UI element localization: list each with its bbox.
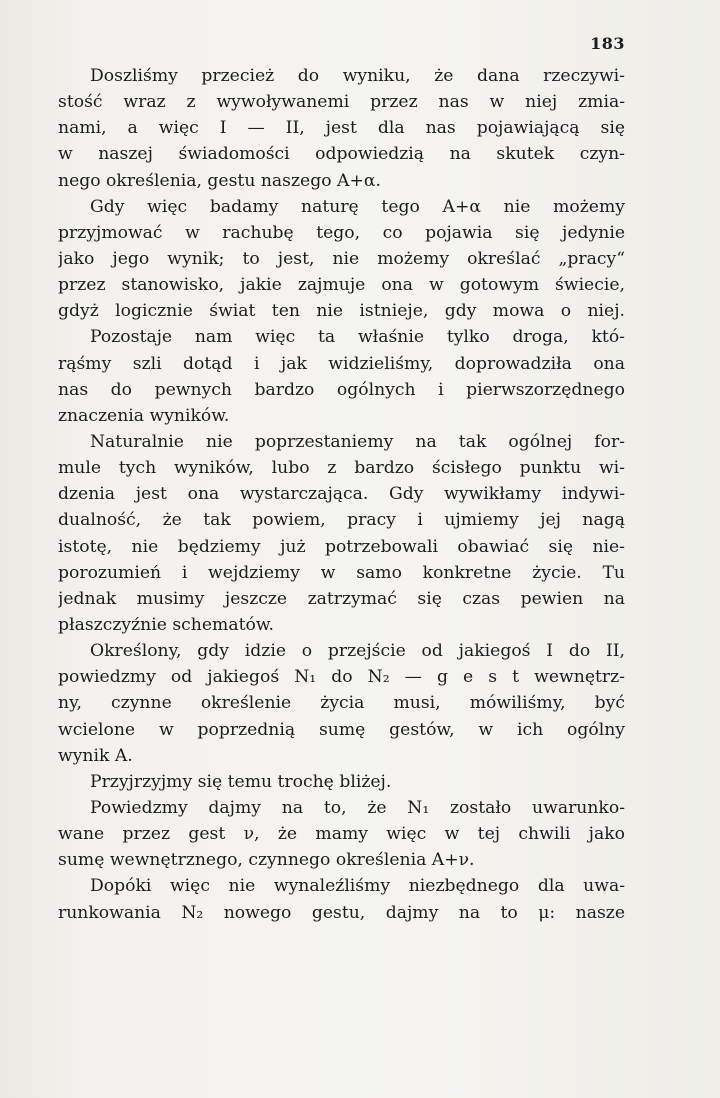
text-line: powiedzmy od jakiegoś N₁ do N₂ — g e s t wewnętrz-: [58, 667, 625, 688]
page-number: 183: [590, 34, 625, 53]
text-line: w naszej świadomości odpowiedzią na skutek czyn-: [58, 144, 625, 165]
text-line: dualność, że tak powiem, pracy i ujmiemy jej nagą: [58, 510, 625, 531]
text-line: jako jego wynik; to jest, nie możemy określać „pracy“: [58, 248, 625, 269]
text-line: znaczenia wyników.: [58, 405, 230, 426]
text-line: runkowania N₂ nowego gestu, dajmy na to μ: nasze: [58, 902, 625, 923]
text-line: ny, czynne określenie życia musi, mówiliśmy, być: [58, 693, 625, 714]
text-line: jednak musimy jeszcze zatrzymać się czas pewien na: [58, 588, 625, 609]
text-line: Doszliśmy przecież do wyniku, że dana rzeczywi-: [90, 66, 625, 86]
text-line: porozumień i wejdziemy w samo konkretne życie. Tu: [58, 562, 625, 583]
text-line: wynik A.: [58, 745, 133, 766]
text-line: przyjmować w rachubę tego, co pojawia się jedynie: [58, 222, 625, 243]
text-line: Określony, gdy idzie o przejście od jakiegoś I do II,: [90, 641, 625, 662]
text-line: rąśmy szli dotąd i jak widzieliśmy, doprowadziła ona: [58, 353, 625, 374]
text-line: Powiedzmy dajmy na to, że N₁ zostało uwarunko-: [90, 797, 625, 818]
text-line: stość wraz z wywoływanemi przez nas w niej zmia-: [58, 92, 625, 113]
text-line: sumę wewnętrznego, czynnego określenia A+ν.: [58, 850, 475, 871]
text-line: wcielone w poprzednią sumę gestów, w ich ogólny: [58, 719, 625, 740]
text-line: istotę, nie będziemy już potrzebowali obawiać się nie-: [58, 536, 625, 557]
text-line: nego określenia, gestu naszego A+α.: [58, 170, 381, 191]
text-line: dzenia jest ona wystarczająca. Gdy wywikłamy indywi-: [58, 484, 625, 505]
text-line: Dopóki więc nie wynaleźliśmy niezbędnego dla uwa-: [90, 876, 625, 897]
page-body-text: [58, 63, 625, 926]
text-line: przez stanowisko, jakie zajmuje ona w gotowym świecie,: [58, 275, 625, 296]
text-line: Pozostaje nam więc ta właśnie tylko droga, któ-: [90, 327, 625, 348]
text-line: wane przez gest ν, że mamy więc w tej chwili jako: [58, 824, 625, 845]
text-line: mule tych wyników, lubo z bardzo ścisłego punktu wi-: [58, 458, 625, 479]
text-line: płaszczyźnie schematów.: [58, 614, 274, 635]
text-line: Przyjrzyjmy się temu trochę bliżej.: [90, 771, 392, 792]
text-line: nas do pewnych bardzo ogólnych i pierwszorzędnego: [58, 379, 625, 400]
text-line: Naturalnie nie poprzestaniemy na tak ogólnej for-: [90, 431, 625, 452]
text-line: gdyż logicznie świat ten nie istnieje, gdy mowa o niej.: [58, 301, 625, 322]
text-line: nami, a więc I — II, jest dla nas pojawiającą się: [58, 118, 625, 139]
text-line: Gdy więc badamy naturę tego A+α nie możemy: [90, 196, 625, 217]
